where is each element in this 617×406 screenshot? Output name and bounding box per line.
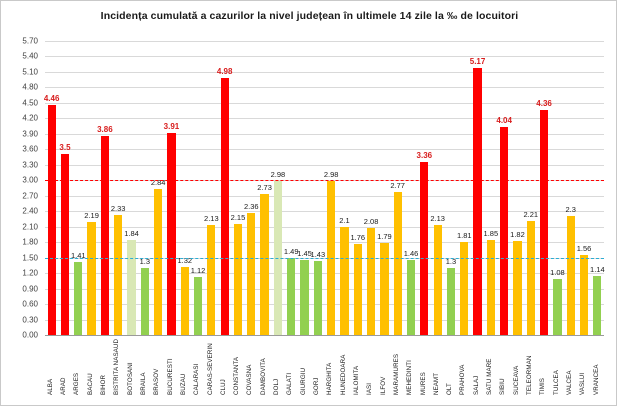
bar-column[interactable]: [380, 41, 388, 335]
bar-column[interactable]: [354, 41, 362, 335]
bar[interactable]: [61, 154, 69, 335]
x-tick-label: ALBA: [46, 378, 54, 395]
x-tick-label: TIMIS: [539, 378, 547, 395]
bar-column[interactable]: [181, 41, 189, 335]
bar[interactable]: [567, 216, 575, 335]
x-tick-label: GALATI: [286, 372, 294, 395]
bar-value-label: 1.32: [177, 255, 193, 265]
bar-column[interactable]: [434, 41, 442, 335]
bar-value-label: 2.15: [230, 213, 246, 223]
x-tick-label: ILFOV: [379, 376, 387, 395]
bar-value-label: 3.91: [163, 122, 180, 132]
bar-value-label: 4.36: [536, 99, 552, 109]
bar-column[interactable]: [593, 41, 601, 335]
bar-column[interactable]: [473, 41, 481, 335]
bar-column[interactable]: [74, 41, 82, 335]
x-tick-label: GORJ: [313, 377, 321, 395]
bar-column[interactable]: [487, 41, 495, 335]
x-tick-label: HUNEDOARA: [339, 354, 347, 395]
bar-column[interactable]: [540, 41, 548, 335]
bar[interactable]: [407, 260, 415, 335]
x-tick-label: ARAD: [60, 377, 68, 395]
bar-value-label: 1.08: [550, 268, 565, 278]
y-tick-label: 5.10: [22, 67, 38, 77]
bar[interactable]: [234, 224, 242, 335]
bar-column[interactable]: [207, 41, 215, 335]
bar-value-label: 2.77: [390, 181, 405, 191]
bar-value-label: 1.3: [445, 256, 457, 266]
bar-column[interactable]: [167, 41, 175, 335]
bar[interactable]: [207, 225, 215, 335]
x-tick-label: BUZAU: [179, 373, 187, 395]
bar-value-label: 2.08: [363, 216, 379, 226]
bar-value-label: 1.3: [139, 256, 151, 266]
bar[interactable]: [420, 162, 428, 335]
bar-value-label: 3.36: [416, 150, 433, 160]
bar[interactable]: [367, 228, 375, 335]
bar-column[interactable]: [101, 41, 109, 335]
upper-threshold: [45, 180, 604, 181]
plot-area: [45, 41, 604, 335]
bar-value-label: 2.36: [243, 202, 259, 212]
x-tick-label: HARGHITA: [326, 362, 334, 395]
bar-column[interactable]: [87, 41, 95, 335]
bar-value-label: 4.46: [43, 93, 60, 103]
bar-column[interactable]: [460, 41, 468, 335]
y-tick-label: 4.80: [22, 82, 38, 92]
x-tick-label: CLUJ: [219, 379, 227, 395]
x-tick-label: PRAHOVA: [459, 364, 467, 395]
x-tick-label: TULCEA: [552, 369, 560, 395]
bar[interactable]: [460, 242, 468, 335]
y-tick-label: 2.40: [22, 206, 38, 216]
bar-value-label: 2.13: [204, 214, 219, 224]
bar-value-label: 1.79: [377, 231, 392, 241]
y-tick-label: 0.60: [22, 299, 38, 309]
bar[interactable]: [127, 240, 135, 335]
bar-value-label: 2.84: [150, 177, 166, 187]
y-tick-label: 5.40: [22, 51, 38, 61]
bar-column[interactable]: [61, 41, 69, 335]
x-tick-label: BIHOR: [100, 374, 108, 395]
bar-value-label: 1.45: [297, 249, 312, 259]
x-tick-label: CALARASI: [193, 363, 201, 395]
bar[interactable]: [287, 258, 295, 335]
bar-column[interactable]: [274, 41, 282, 335]
y-tick-label: 0.90: [22, 284, 38, 294]
y-tick-label: 5.70: [22, 36, 38, 46]
x-tick-label: BOTOSANI: [126, 362, 134, 395]
y-tick-label: 3.90: [22, 129, 38, 139]
bar-value-label: 1.85: [483, 228, 499, 238]
x-tick-label: OLT: [446, 383, 454, 395]
x-tick-label: VASLUI: [579, 372, 587, 395]
bar-value-label: 1.76: [350, 233, 366, 243]
bar-value-label: 1.12: [190, 266, 206, 276]
bar[interactable]: [380, 243, 388, 335]
bar-value-label: 1.43: [310, 250, 326, 260]
bar[interactable]: [101, 136, 109, 335]
bar-value-label: 4.98: [216, 67, 233, 77]
x-tick-label: SALAJ: [472, 375, 480, 395]
x-tick-label: SATU MARE: [486, 358, 494, 395]
bar-value-label: 2.3: [565, 205, 576, 215]
bar-value-label: 2.19: [84, 211, 99, 221]
bar-value-label: 2.98: [270, 170, 286, 180]
x-tick-label: IALOMITA: [352, 365, 360, 395]
bar[interactable]: [500, 127, 508, 335]
bar-column[interactable]: [314, 41, 322, 335]
y-tick-label: 3.30: [22, 160, 38, 170]
lower-threshold: [45, 258, 604, 259]
bar-column[interactable]: [420, 41, 428, 335]
bar-column[interactable]: [553, 41, 561, 335]
bar-column[interactable]: [367, 41, 375, 335]
y-tick-label: 2.70: [22, 191, 38, 201]
bar-value-label: 3.86: [97, 124, 113, 134]
bar-column[interactable]: [580, 41, 588, 335]
bar[interactable]: [221, 78, 229, 335]
bar-column[interactable]: [300, 41, 308, 335]
x-tick-label: BRAILA: [140, 372, 148, 395]
bar-value-label: 1.41: [70, 251, 86, 261]
bar[interactable]: [580, 255, 588, 335]
bar-value-label: 1.14: [590, 265, 605, 275]
bar[interactable]: [553, 279, 561, 335]
bar[interactable]: [593, 276, 601, 335]
bar-value-label: 1.84: [124, 229, 139, 239]
x-tick-label: SUCEAVA: [512, 365, 520, 395]
bar-value-label: 2.98: [323, 170, 339, 180]
y-tick-label: 0.00: [22, 330, 38, 340]
y-tick-label: 1.20: [22, 268, 38, 278]
x-tick-label: MURES: [419, 372, 427, 395]
x-tick-label: COVASNA: [246, 364, 254, 395]
bar-column[interactable]: [194, 41, 202, 335]
bar[interactable]: [260, 194, 268, 335]
bar-column[interactable]: [500, 41, 508, 335]
x-tick-label: DOLJ: [273, 378, 281, 395]
bar-column[interactable]: [234, 41, 242, 335]
x-tick-label: BRASOV: [153, 368, 161, 395]
x-tick-label: BUCURESTI: [166, 358, 174, 395]
bar-column[interactable]: [407, 41, 415, 335]
bar[interactable]: [540, 110, 548, 335]
x-tick-label: VALCEA: [565, 370, 573, 395]
x-axis-tick-labels: [45, 335, 604, 397]
x-tick-label: BACAU: [86, 373, 94, 395]
bar[interactable]: [87, 222, 95, 335]
chart-title: Incidența cumulată a cazurilor la nivel județean în ultimele 14 zile la ‰ de locuitori: [100, 10, 519, 22]
x-tick-label: MARAMURES: [392, 353, 400, 395]
bar-column[interactable]: [127, 41, 135, 335]
x-tick-label: NEAMT: [432, 372, 440, 395]
bar-column[interactable]: [340, 41, 348, 335]
bar-value-label: 1.46: [403, 248, 419, 258]
bar[interactable]: [300, 260, 308, 335]
y-tick-label: 1.50: [22, 253, 38, 263]
bar-column[interactable]: [221, 41, 229, 335]
bar-series: [45, 41, 604, 335]
bar-column[interactable]: [527, 41, 535, 335]
y-tick-label: 2.10: [22, 222, 38, 232]
bar-value-label: 2.13: [430, 214, 445, 224]
bar[interactable]: [194, 277, 202, 335]
x-tick-label: SIBIU: [499, 378, 507, 395]
y-tick-label: 0.30: [22, 315, 38, 325]
bar-column[interactable]: [48, 41, 56, 335]
bar[interactable]: [314, 261, 322, 335]
bar[interactable]: [141, 268, 149, 335]
bar-value-label: 1.81: [456, 230, 472, 240]
x-tick-label: MEHEDINTI: [406, 360, 414, 395]
bar[interactable]: [527, 221, 535, 335]
bar-value-label: 2.1: [339, 215, 350, 225]
y-tick-label: 4.50: [22, 98, 38, 108]
bar[interactable]: [434, 225, 442, 335]
bar-value-label: 5.17: [469, 57, 486, 67]
x-tick-label: ARGES: [73, 372, 81, 395]
x-tick-label: CONSTANTA: [233, 356, 241, 395]
x-tick-label: DAMBOVITA: [259, 358, 267, 395]
bar-value-label: 2.33: [110, 203, 126, 213]
bar[interactable]: [181, 267, 189, 335]
bar-column[interactable]: [513, 41, 521, 335]
bar[interactable]: [394, 192, 402, 335]
bar-column[interactable]: [447, 41, 455, 335]
bar[interactable]: [487, 240, 495, 335]
bar[interactable]: [473, 68, 481, 335]
x-tick-label: BISTRITA NASAUD: [113, 338, 121, 395]
bar-column[interactable]: [247, 41, 255, 335]
bar[interactable]: [167, 133, 175, 335]
bar-value-label: 3.5: [59, 143, 71, 153]
y-tick-label: 4.20: [22, 113, 38, 123]
x-tick-label: TELEORMAN: [525, 355, 533, 395]
bar[interactable]: [513, 241, 521, 335]
x-tick-label: CARAS-SEVERIN: [206, 343, 214, 395]
x-tick-label: VRANCEA: [592, 364, 600, 395]
bar-value-label: 1.56: [576, 243, 592, 253]
x-tick-label: GIURGIU: [299, 367, 307, 395]
bar-column[interactable]: [567, 41, 575, 335]
bar[interactable]: [48, 105, 56, 335]
bar[interactable]: [247, 213, 255, 335]
bar-value-label: 1.82: [510, 230, 525, 240]
bar-column[interactable]: [141, 41, 149, 335]
bar[interactable]: [74, 262, 82, 335]
x-tick-label: IASI: [366, 382, 374, 395]
y-axis-tick-labels: [1, 36, 41, 340]
bar[interactable]: [447, 268, 455, 335]
y-tick-label: 3.00: [22, 175, 38, 185]
bar[interactable]: [154, 189, 162, 335]
bar-value-label: 2.21: [523, 210, 539, 219]
bar[interactable]: [340, 227, 348, 335]
bar-value-label: 1.49: [283, 247, 299, 257]
bar-column[interactable]: [287, 41, 295, 335]
bar-column[interactable]: [154, 41, 162, 335]
y-tick-label: 1.80: [22, 237, 38, 247]
y-tick-label: 3.60: [22, 144, 38, 154]
bar-value-label: 2.73: [257, 183, 272, 193]
bar-value-label: 4.04: [496, 115, 512, 125]
bar-column[interactable]: [327, 41, 335, 335]
bar-column[interactable]: [114, 41, 122, 335]
bar[interactable]: [114, 215, 122, 335]
